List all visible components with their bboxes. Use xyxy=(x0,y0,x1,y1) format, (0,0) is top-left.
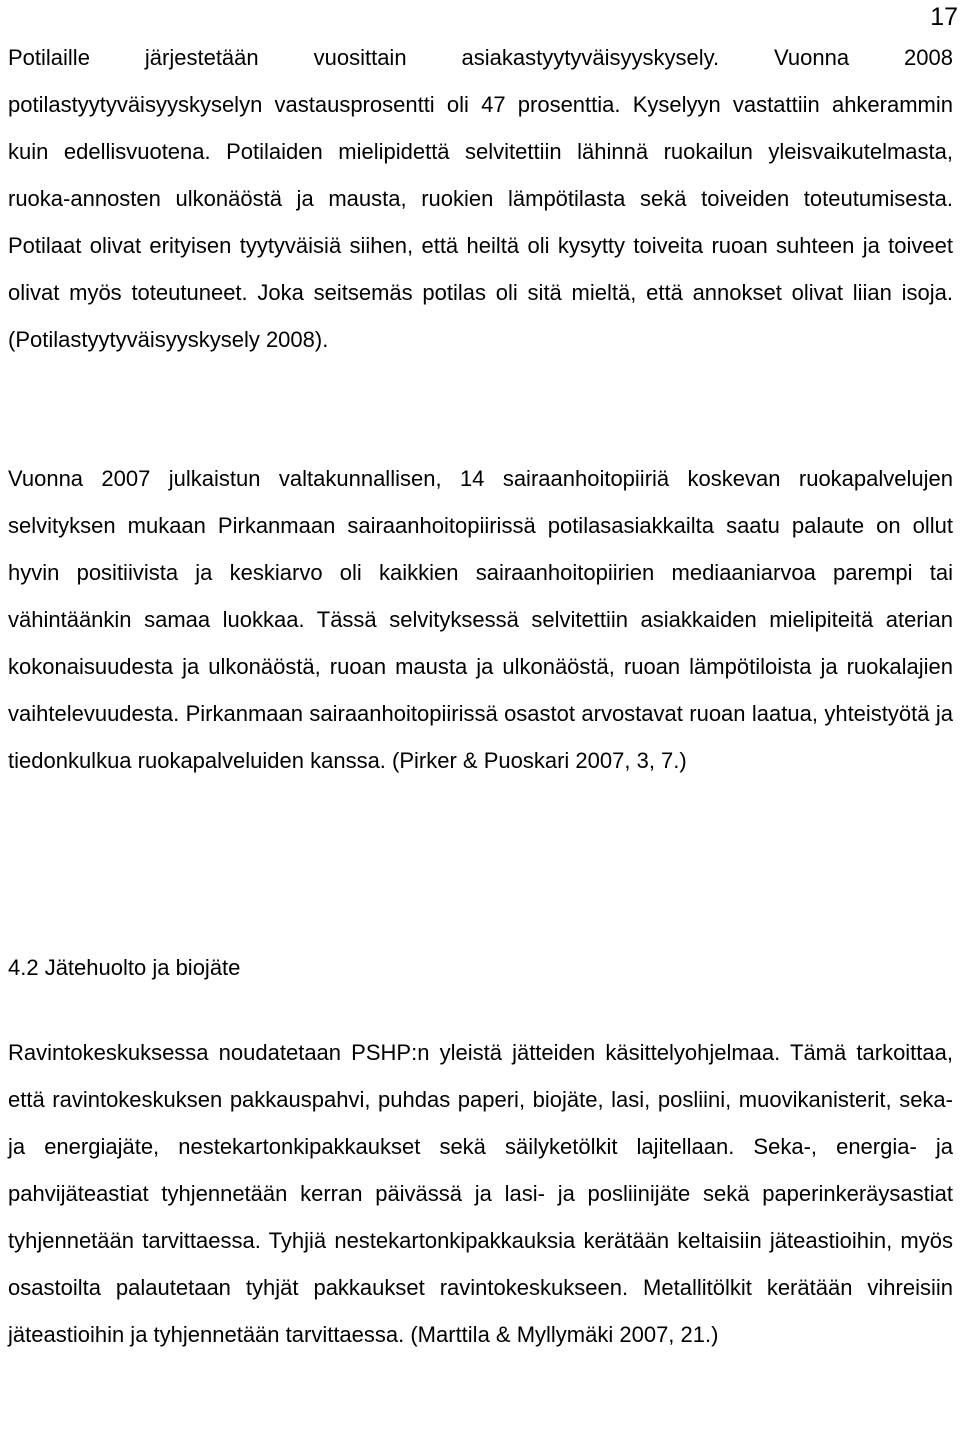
paragraph-waste-management: Ravintokeskuksessa noudatetaan PSHP:n yleistä jätteiden käsittelyohjelmaa. Tämä tarkoittaa, että ravintokeskuksen pakkauspahvi, puhdas paperi, biojäte, lasi, posliini, muovikanisterit, seka- ja energiajäte, nestekartonkipakkaukset sekä säilyketölkit lajitellaan. Seka-, energia- ja pahvijäteastiat tyhjennetään kerran päivässä ja lasi- ja posliinijäte sekä paperinkeräysastiat tyhjennetään tarvittaessa. Tyhjiä nestekartonkipakkauksia kerätään keltaisiin jäteastioihin, myös osastoilta palautetaan tyhjät pakkaukset ravintokeskukseen. Metallitölkit kerätään vihreisiin jäteastioihin ja tyhjennetään tarvittaessa. (Marttila & Myllymäki 2007, 21.) xyxy=(8,1040,953,1347)
section-heading: 4.2 Jätehuolto ja biojäte xyxy=(8,955,241,980)
paragraph-national-survey: Vuonna 2007 julkaistun valtakunnallisen, 14 sairaanhoitopiiriä koskevan ruokapalvelujen selvityksen mukaan Pirkanmaan sairaanhoitopiirissä potilasasiakkailta saatu palaute on ollut hyvin positiivista ja keskiarvo oli kaikkien sairaanhoitopiirien mediaaniarvoa parempi tai vähintäänkin samaa luokkaa. Tässä selvityksessä selvitettiin asiakkaiden mielipiteitä aterian kokonaisuudesta ja ulkonäöstä, ruoan mausta ja ulkonäöstä, ruoan lämpötiloista ja ruokalajien vaihtelevuudesta. Pirkanmaan sairaanhoitopiirissä osastot arvostavat ruoan laatua, yhteistyötä ja tiedonkulkua ruokapalveluiden kanssa. (Pirker & Puoskari 2007, 3, 7.) xyxy=(8,466,953,773)
paragraph-patient-survey: Potilaille järjestetään vuosittain asiakastyytyväisyyskysely. Vuonna 2008 potilastyytyväisyyskyselyn vastausprosentti oli 47 prosenttia. Kyselyyn vastattiin ahkerammin kuin edellisvuotena. Potilaiden mielipidettä selvitettiin lähinnä ruokailun yleisvaikutelmasta, ruoka-annosten ulkonäöstä ja mausta, ruokien lämpötilasta sekä toiveiden toteutumisesta. Potilaat olivat erityisen tyytyväisiä siihen, että heiltä oli kysytty toiveita ruoan suhteen ja toiveet olivat myös toteutuneet. Joka seitsemäs potilas oli sitä mieltä, että annokset olivat liian isoja. (Potilastyytyväisyyskysely 2008). xyxy=(8,45,953,352)
page-number: 17 xyxy=(930,3,958,31)
